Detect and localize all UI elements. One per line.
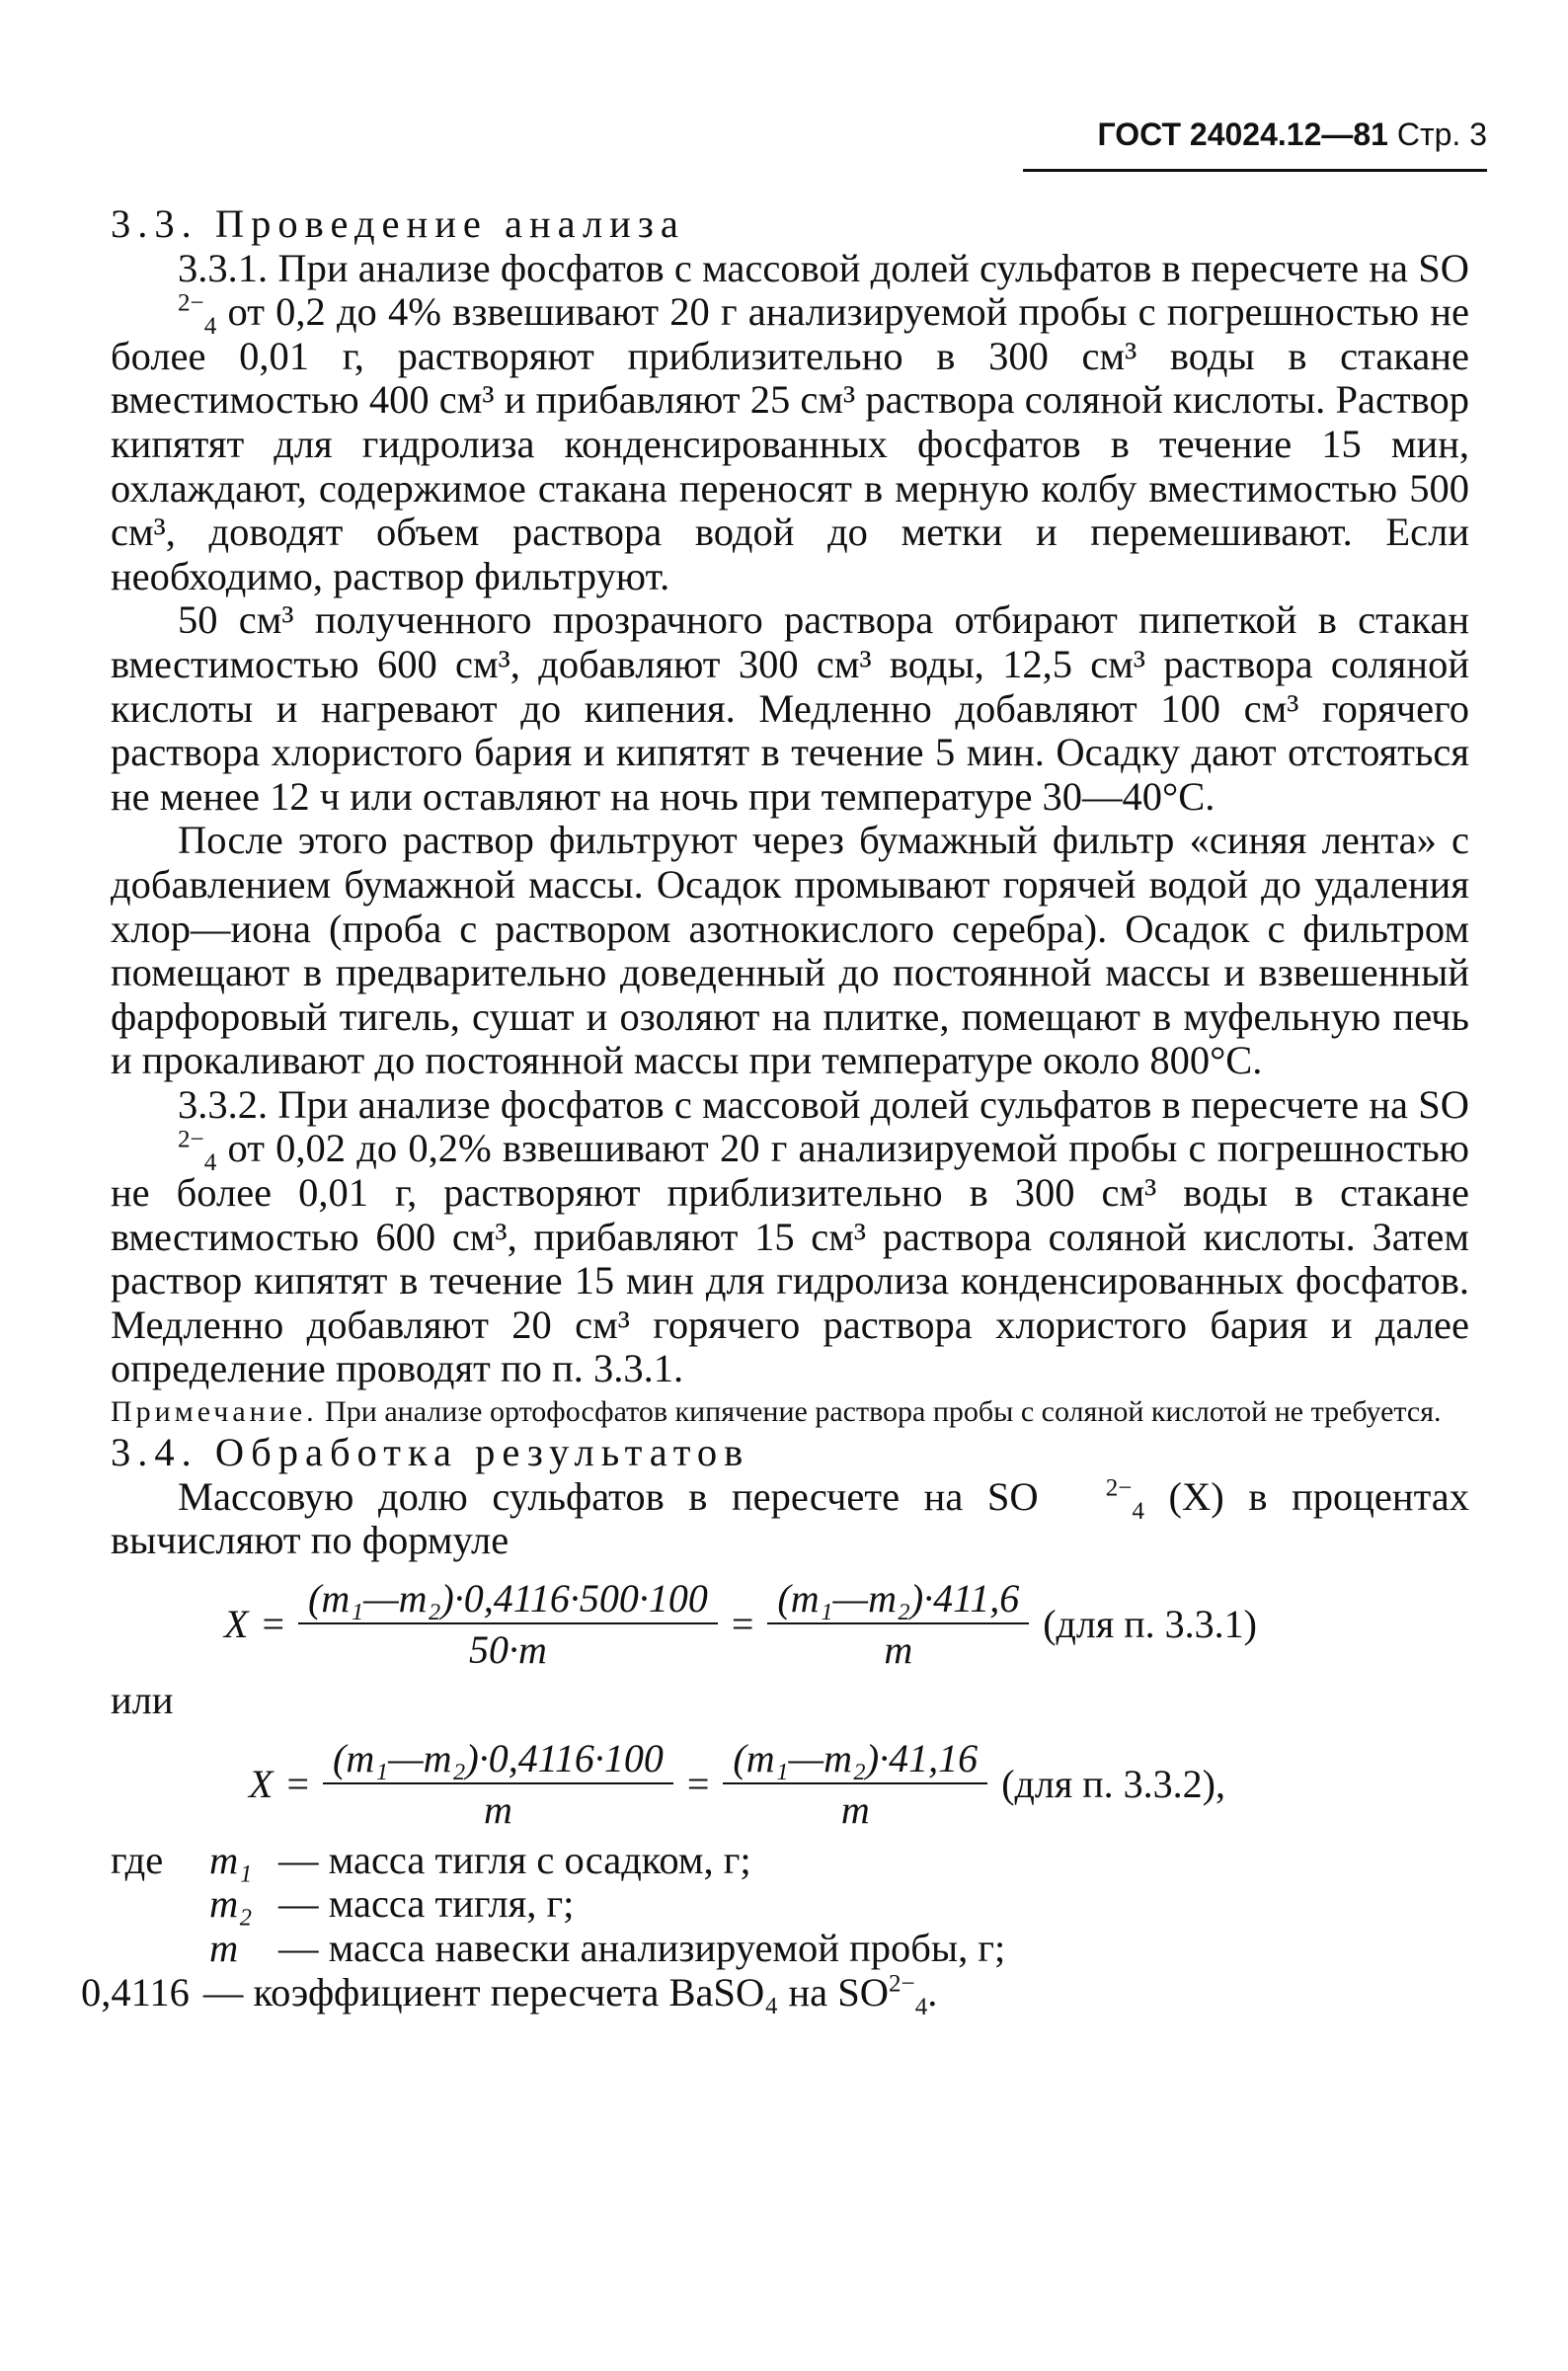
note-label: Примечание. [111, 1395, 318, 1429]
fraction: $\frac{\text{(m₁—m₂)·41,16}}{m}$ [723, 1737, 987, 1833]
sulfate-ion: $^{2-}_4$ [178, 289, 217, 341]
page-header [1023, 117, 1487, 172]
page-number: Стр. 3 [1396, 117, 1487, 152]
note-text: При анализе ортофосфатов кипячение раствора пробы с соляной кислотой не требуется. [317, 1395, 1442, 1429]
variable-legend [81, 1837, 1469, 2020]
legend-row: m — масса навески анализируемой пробы, г; [209, 1925, 1006, 1970]
formula-3-3-1: X = $\frac{\text{(m₁—m₂)·0,4116·500·100}}{50\cdot m}$ = $\frac{\text{(m₁—m₂)·411,6}}{m}$ (для п. 3.3.1) [224, 1575, 1257, 1673]
paragraph-3-3-1: 3.3.1. При анализе фосфатов с массовой долей сульфатов в пересчете на $SO^{2-}_4$ от 0,2 до 4% взвешивают 20 г анализируемой пробы с погрешностью не более 0,01 г, растворяют приблизительно в 300 см³ воды в стакане вместимостью 400 см³ и прибавляют 25 см³ раствора соляной кислоты. Раствор кипятят для гидролиза конденсированных фосфатов в течение 15 мин, охлаждают, содержимое стакана переносят в мерную колбу вместимостью 500 см³, доводят объем раствора водой до метки и перемешивают. Если необходимо, раствор фильтруют. [111, 245, 1469, 598]
or-word: или [111, 1678, 174, 1722]
note [111, 1395, 1469, 1429]
fraction: $\frac{\text{(m₁—m₂)·0,4116·500·100}}{50\cdot m}$ [298, 1577, 718, 1673]
section-3-3-title: 3.3. Проведение анализа [111, 201, 685, 246]
sulfate-ion: $^{2-}_4$ [1105, 1474, 1144, 1525]
paragraph-3-3-2: 3.3.2. При анализе фосфатов с массовой долей сульфатов в пересчете на $SO^{2-}_4$ от 0,02 до 0,2% взвешивают 20 г анализируемой пробы с погрешностью не более 0,01 г, растворяют приблизительно в 300 см³ воды в стакане вместимостью 600 см³, прибавляют 15 см³ раствора соляной кислоты. Затем раствор кипятят в течение 15 мин для гидролиза конденсированных фосфатов. Медленно добавляют 20 см³ горячего раствора хлористого бария и далее определение проводят по п. 3.3.1. [111, 1081, 1469, 1391]
sulfate-ion: $^{2-}_4$ [178, 1126, 217, 1177]
coefficient-row: 0,4116 — коэффициент пересчета BaSO₄ на SO $^{2-}_4$ . [81, 1969, 938, 2020]
document-body [81, 201, 1470, 2020]
paragraph-aliquot: 50 см³ полученного прозрачного раствора отбирают пипеткой в стакан вместимостью 600 см³, добавляют 300 см³ воды, 12,5 см³ раствора соляной кислоты и нагревают до кипения. Медленно добавляют 100 см³ горячего раствора хлористого бария и кипятят в течение 5 мин. Осадку дают отстояться не менее 12 ч или оставляют на ночь при температуре 30—40°С. [111, 597, 1469, 819]
fraction: $\frac{\text{(m₁—m₂)·0,4116·100}}{m}$ [323, 1737, 673, 1833]
section-3-4-title: 3.4. Обработка результатов [111, 1430, 750, 1475]
fraction: $\frac{\text{(m₁—m₂)·411,6}}{m}$ [767, 1577, 1029, 1673]
formula-reference: (для п. 3.3.2), [1001, 1761, 1225, 1806]
paragraph-results-intro: Массовую долю сульфатов в пересчете на SO $^{2-}_4$ (X) в процентах вычисляют по формуле [111, 1473, 1470, 1563]
standard-code: ГОСТ 24024.12—81 [1097, 117, 1388, 152]
paragraph-filtration: После этого раствор фильтруют через бумажный фильтр «синяя лента» с добавлением бумажной массы. Осадок промывают горячей водой до удаления хлор—иона (проба с раствором азотнокислого серебра). Осадок с фильтром помещают в предварительно доведенный до постоянной массы и взвешенный фарфоровый тигель, сушат и озоляют на плитке, помещают в муфельную печь и прокаливают до постоянной массы при температуре около 800°С. [111, 818, 1469, 1083]
sulfate-ion: $^{2-}_4$ [889, 1970, 928, 2020]
legend-row: где m₁ — масса тигля с осадком, г; [111, 1837, 751, 1882]
formula-3-3-2: X = $\frac{\text{(m₁—m₂)·0,4116·100}}{m}$ = $\frac{\text{(m₁—m₂)·41,16}}{m}$ (для п. 3.3.2), [249, 1735, 1225, 1833]
formula-reference: (для п. 3.3.1) [1043, 1602, 1257, 1647]
legend-row: m₂ — масса тигля, г; [209, 1881, 575, 1927]
